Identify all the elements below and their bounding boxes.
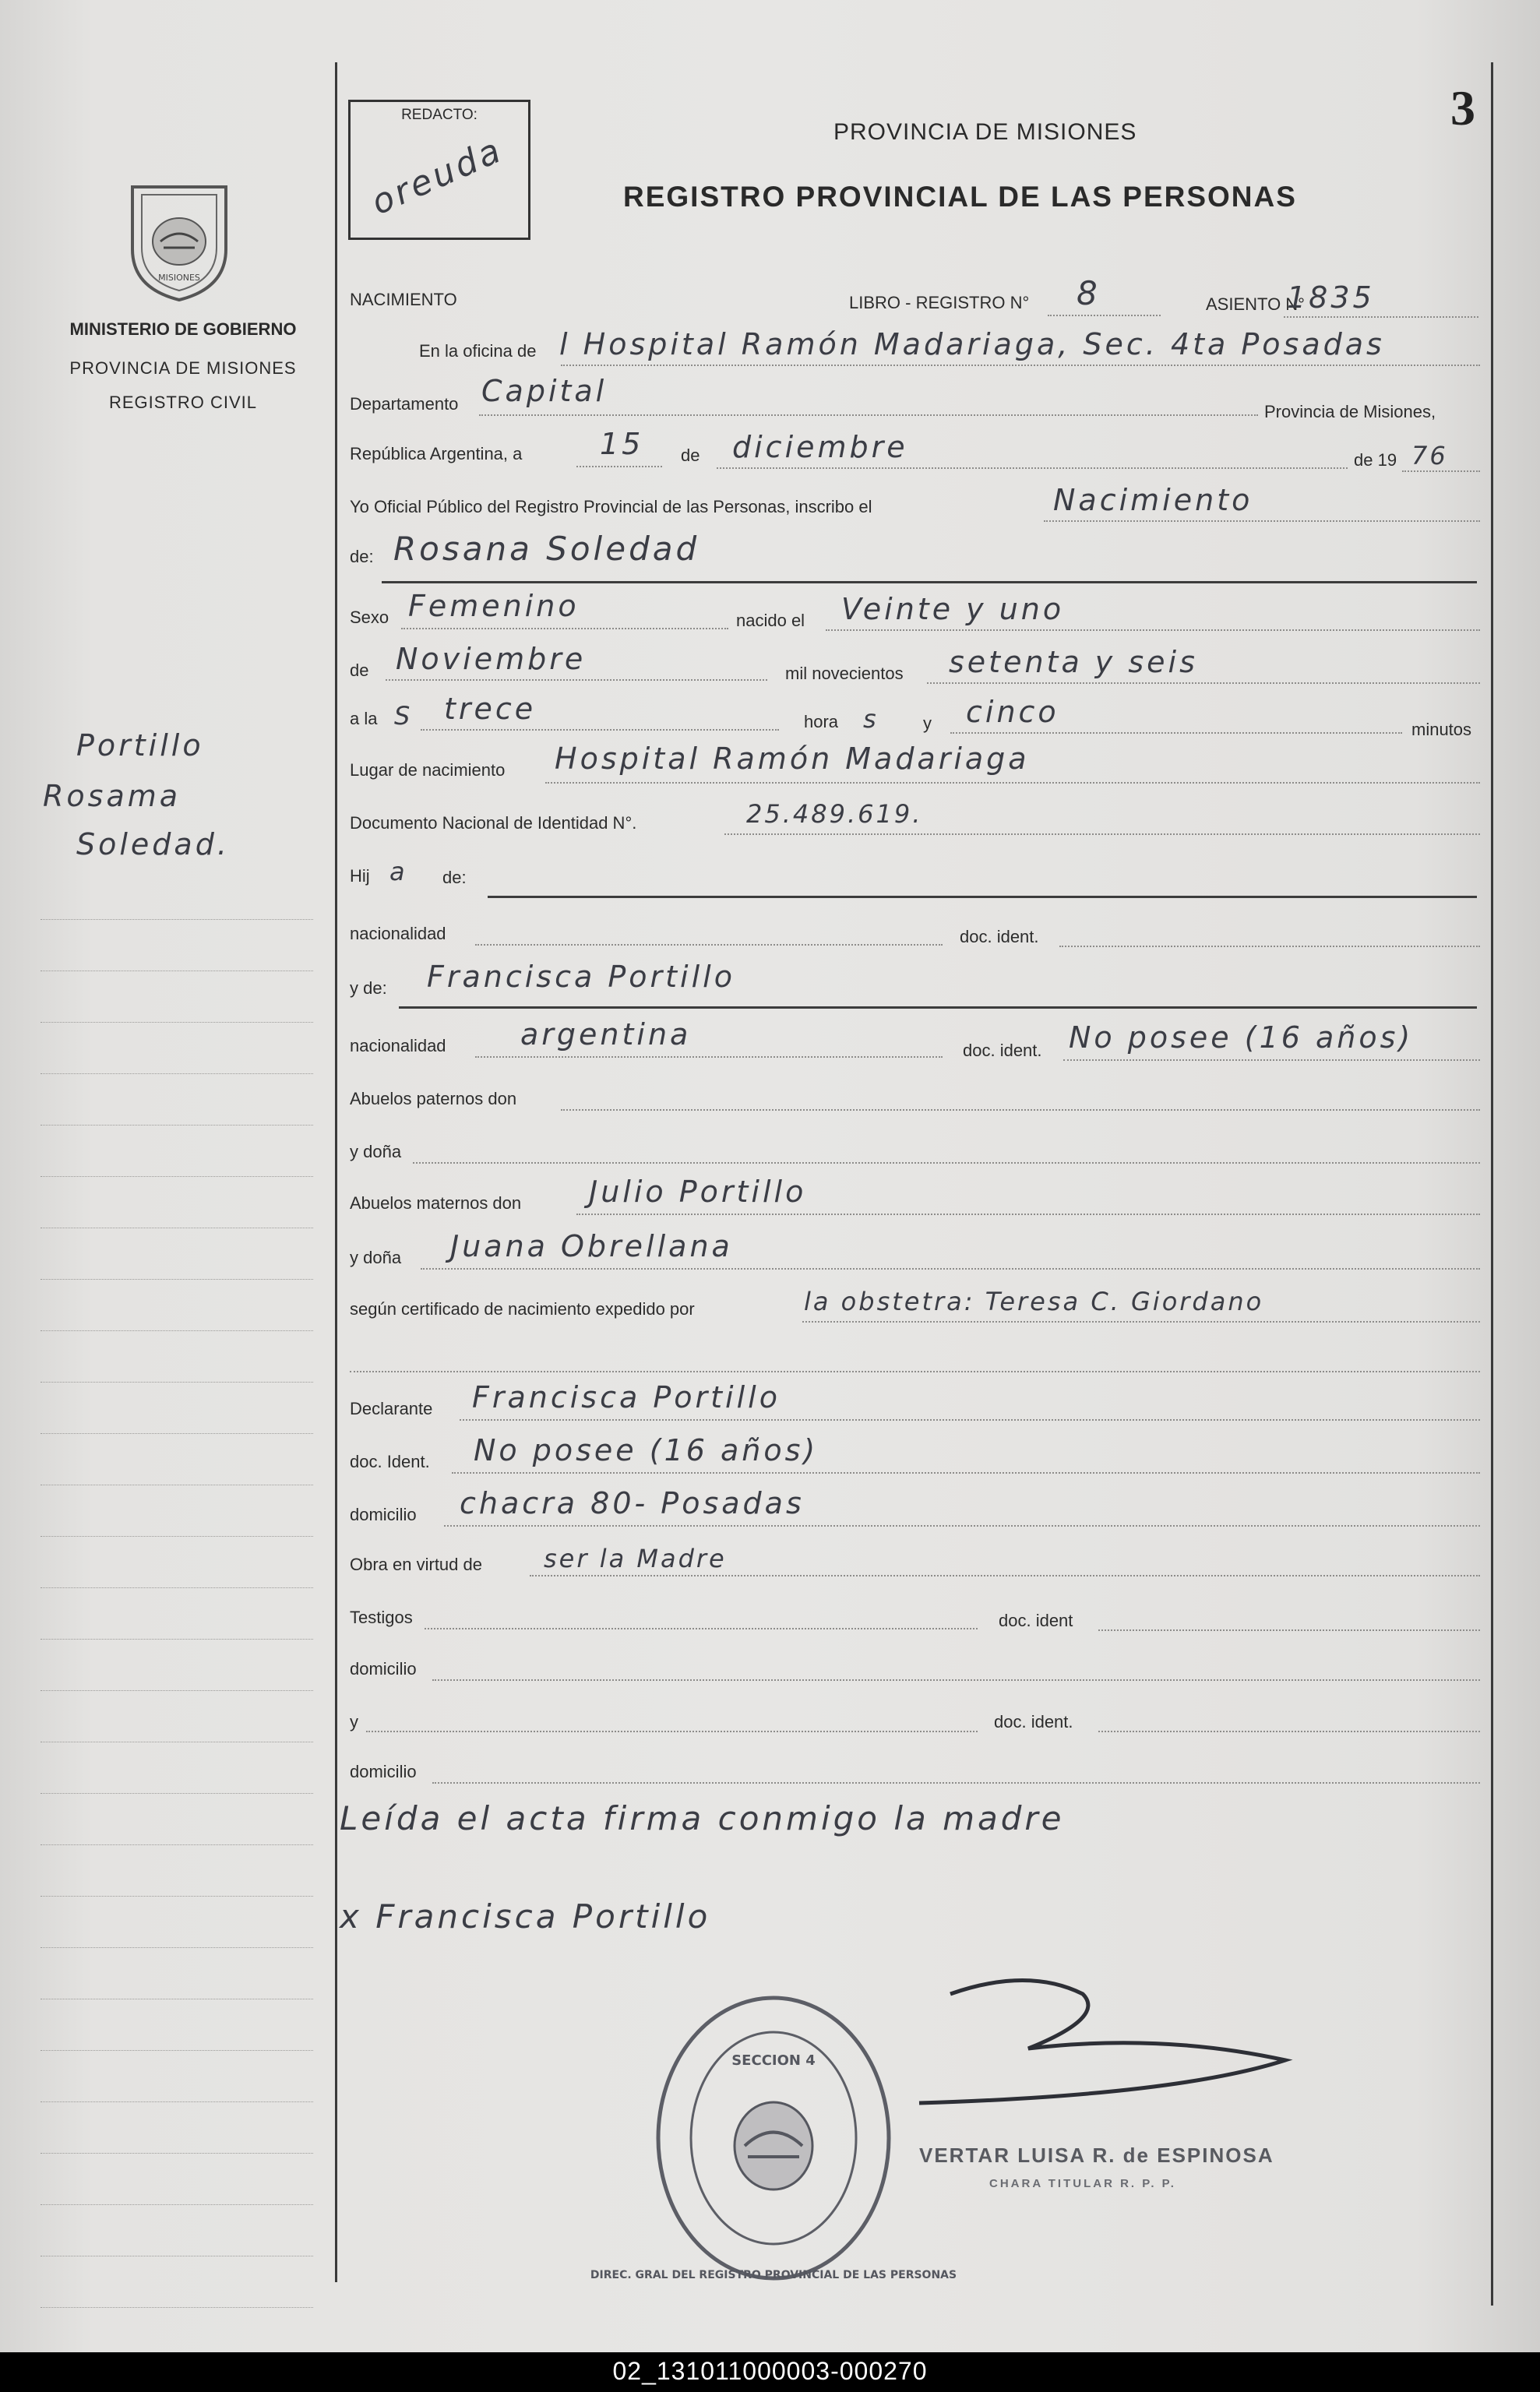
provincia-suffix: Provincia de Misiones,	[1264, 402, 1436, 421]
y2-label: y	[350, 1712, 358, 1731]
oficial-label: Yo Oficial Público del Registro Provincial de las Personas, inscribo el	[350, 497, 872, 516]
obra-value: ser la Madre	[544, 1544, 727, 1573]
domicilio2-dots	[432, 1679, 1480, 1681]
dni-value: 25.489.619.	[746, 799, 923, 829]
margin-rule	[41, 2307, 313, 2308]
libro-label: LIBRO - REGISTRO N°	[849, 293, 1030, 312]
declarante-label: Declarante	[350, 1399, 433, 1418]
margin-rule	[41, 2050, 313, 2051]
anio-value: 76	[1411, 441, 1448, 470]
margin-rule	[41, 2101, 313, 2102]
domicilio-label: domicilio	[350, 1505, 417, 1524]
redacto-box	[348, 100, 530, 240]
docident5-label: doc. ident.	[994, 1712, 1073, 1731]
y2-dots	[366, 1731, 978, 1732]
docident4-label: doc. ident	[999, 1611, 1073, 1630]
nacionalidad2-label: nacionalidad	[350, 1036, 446, 1055]
sidebar-province: PROVINCIA DE MISIONES	[69, 358, 297, 378]
dni-label: Documento Nacional de Identidad N°.	[350, 813, 637, 833]
margin-rule	[41, 1022, 313, 1023]
abuela-mat-value: Juana Obrellana	[450, 1229, 733, 1263]
margin-first-name: Rosama	[43, 779, 181, 813]
margin-rule	[41, 1690, 313, 1691]
mes-nac-dots	[386, 679, 767, 681]
nacionalidad2-dots	[475, 1056, 943, 1058]
oficina-dots	[561, 365, 1480, 366]
margin-rule	[41, 1587, 313, 1588]
margin-rule	[41, 1176, 313, 1177]
margin-rule	[41, 1279, 313, 1280]
de2-label: de	[350, 661, 369, 680]
left-column-divider	[335, 62, 337, 2282]
libro-value: 8	[1077, 274, 1101, 312]
certificado-dots	[802, 1321, 1480, 1323]
official-name-stamp: VERTAR LUISA R. de ESPINOSA	[919, 2144, 1274, 2167]
abuelos-pat-label: Abuelos paternos don	[350, 1089, 517, 1108]
docident2-value: No posee (16 años)	[1069, 1020, 1414, 1055]
redacto-label: REDACTO:	[401, 107, 478, 123]
y-label: y	[923, 713, 932, 733]
docident3-dots	[452, 1472, 1480, 1474]
leida-acta: Leída el acta firma conmigo la madre	[340, 1799, 1065, 1837]
hora-label: hora	[804, 712, 839, 731]
docident3-value: No posee (16 años)	[474, 1433, 819, 1467]
margin-rule	[41, 1073, 313, 1074]
nacionalidad-label: nacionalidad	[350, 924, 446, 943]
madre-value: Francisca Portillo	[427, 960, 735, 994]
nacido-value: Veinte y uno	[841, 592, 1065, 626]
declarante-value: Francisca Portillo	[472, 1380, 781, 1414]
y-de-label: y de:	[350, 978, 387, 998]
y-dona2-label: y doña	[350, 1248, 402, 1267]
mes-value: diciembre	[732, 430, 908, 464]
docident2-label: doc. ident.	[963, 1041, 1042, 1060]
margin-rule	[41, 1844, 313, 1845]
abuelo-mat-value: Julio Portillo	[589, 1175, 807, 1209]
abuela-mat-dots	[421, 1268, 1480, 1270]
domicilio-value: chacra 80- Posadas	[460, 1486, 805, 1520]
y-dona1-label: y doña	[350, 1142, 402, 1161]
minutos-value: cinco	[966, 695, 1059, 729]
domicilio3-dots	[432, 1782, 1480, 1784]
certificado-value: la obstetra: Teresa C. Giordano	[804, 1287, 1264, 1316]
abuelos-pat-dots	[561, 1109, 1480, 1111]
dia-value: 15	[600, 427, 644, 461]
sexo-dots	[401, 628, 728, 629]
departamento-value: Capital	[481, 374, 608, 408]
certificado-dots-2	[350, 1371, 1480, 1372]
margin-second-name: Soledad.	[76, 827, 230, 861]
nacido-dots	[826, 629, 1480, 631]
padre-rule	[488, 896, 1477, 898]
docident-dots	[1059, 946, 1480, 947]
footer-bar	[0, 2352, 1540, 2392]
firma-madre: x Francisca Portillo	[340, 1897, 711, 1936]
de-nombre-label: de:	[350, 547, 374, 566]
nombre-value: Rosana Soledad	[393, 530, 700, 568]
official-signature-icon	[849, 1971, 1301, 2142]
hora-s: s	[863, 704, 879, 734]
alas-label: a la	[350, 709, 378, 728]
obra-dots	[530, 1575, 1480, 1576]
margin-surname: Portillo	[76, 728, 204, 763]
nombre-rule	[382, 581, 1477, 583]
libro-dots	[1048, 315, 1161, 316]
lugar-value: Hospital Ramón Madariaga	[555, 742, 1030, 776]
mes-nac-value: Noviembre	[396, 642, 587, 676]
hijo-de-label: de:	[442, 868, 467, 887]
margin-rule	[41, 2204, 313, 2205]
margin-rule	[41, 1793, 313, 1794]
margin-rule	[41, 1330, 313, 1331]
dni-dots	[724, 833, 1480, 835]
anio-nac-value: setenta y seis	[949, 645, 1198, 679]
seal-inner-text: SECCION 4	[731, 2052, 816, 2069]
docident-label: doc. ident.	[960, 927, 1039, 946]
sexo-value: Femenino	[408, 589, 580, 623]
oficina-label: En la oficina de	[419, 341, 537, 361]
testigos-label: Testigos	[350, 1608, 413, 1627]
anio-label: de 19	[1354, 450, 1397, 470]
domicilio-dots	[444, 1525, 1480, 1527]
republica-label: República Argentina, a	[350, 444, 523, 463]
docident3-label: doc. Ident.	[350, 1452, 430, 1471]
margin-rule	[41, 1896, 313, 1897]
sidebar-registro-civil: REGISTRO CIVIL	[108, 393, 258, 412]
abuelo-mat-dots	[576, 1214, 1480, 1215]
margin-rule	[41, 2153, 313, 2154]
asiento-value: 1835	[1287, 280, 1375, 315]
seal-text: MISIONES	[158, 273, 200, 283]
redacto-signature: oreuda	[365, 129, 509, 224]
footer-document-id: 02_131011000003-000270	[612, 2357, 928, 2385]
obra-label: Obra en virtud de	[350, 1555, 482, 1574]
header-province: PROVINCIA DE MISIONES	[833, 119, 1137, 145]
lugar-dots	[545, 782, 1480, 784]
minutos-label: minutos	[1411, 720, 1472, 739]
docident4-dots	[1098, 1629, 1480, 1631]
asiento-dots	[1284, 316, 1478, 318]
hora-value: trece	[444, 692, 537, 726]
declarante-dots	[460, 1419, 1480, 1421]
nacionalidad-dots	[475, 944, 943, 946]
madre-rule	[399, 1006, 1477, 1009]
margin-rule	[41, 1947, 313, 1948]
minutos-dots	[950, 732, 1402, 734]
domicilio2-label: domicilio	[350, 1659, 417, 1679]
sexo-label: Sexo	[350, 608, 389, 627]
header-registry: REGISTRO PROVINCIAL DE LAS PERSONAS	[623, 181, 1297, 213]
margin-rule	[41, 1382, 313, 1383]
seal-ring-text: DIREC. GRAL DEL REGISTRO PROVINCIAL DE LAS PERSONAS	[590, 2269, 957, 2281]
sidebar-ministry: MINISTERIO DE GOBIERNO	[69, 319, 297, 339]
y-dona1-dots	[413, 1162, 1480, 1164]
oficial-value: Nacimiento	[1053, 483, 1253, 517]
margin-rule	[41, 1125, 313, 1126]
hijo-hw: a	[389, 857, 407, 886]
dia-dots	[576, 466, 662, 467]
nacimiento-label: NACIMIENTO	[350, 290, 457, 309]
asiento-label: ASIENTO N°	[1206, 294, 1305, 314]
margin-rule	[41, 919, 313, 920]
margin-rule	[41, 1639, 313, 1640]
margin-rule	[41, 1536, 313, 1537]
testigos-dots	[425, 1628, 978, 1629]
official-title-stamp: CHARA TITULAR R. P. P.	[989, 2177, 1176, 2190]
hijo-label: Hij	[350, 866, 370, 886]
mil-label: mil novecientos	[785, 664, 904, 683]
abuelos-mat-label: Abuelos maternos don	[350, 1193, 522, 1213]
page-number: 3	[1450, 80, 1475, 136]
anio-dots	[1402, 470, 1480, 472]
right-border	[1491, 62, 1493, 2306]
oficina-value: l Hospital Ramón Madariaga, Sec. 4ta Posadas	[559, 327, 1385, 361]
mes-dots	[717, 467, 1348, 469]
departamento-dots	[479, 414, 1258, 416]
de-label: de	[681, 446, 700, 465]
hora-dots	[421, 729, 779, 731]
margin-rule	[41, 1433, 313, 1434]
lugar-label: Lugar de nacimiento	[350, 760, 506, 780]
docident2-dots	[1063, 1059, 1480, 1061]
ministry-seal-icon	[117, 171, 241, 304]
certificado-label: según certificado de nacimiento expedido por	[350, 1299, 695, 1319]
nacido-label: nacido el	[736, 611, 805, 630]
departamento-label: Departamento	[350, 394, 459, 414]
oficial-dots	[1044, 520, 1480, 522]
nacionalidad2-value: argentina	[520, 1017, 692, 1052]
alas-hw: S	[394, 701, 413, 731]
anio-nac-dots	[927, 682, 1480, 684]
docident5-dots	[1098, 1731, 1480, 1732]
domicilio3-label: domicilio	[350, 1762, 417, 1781]
